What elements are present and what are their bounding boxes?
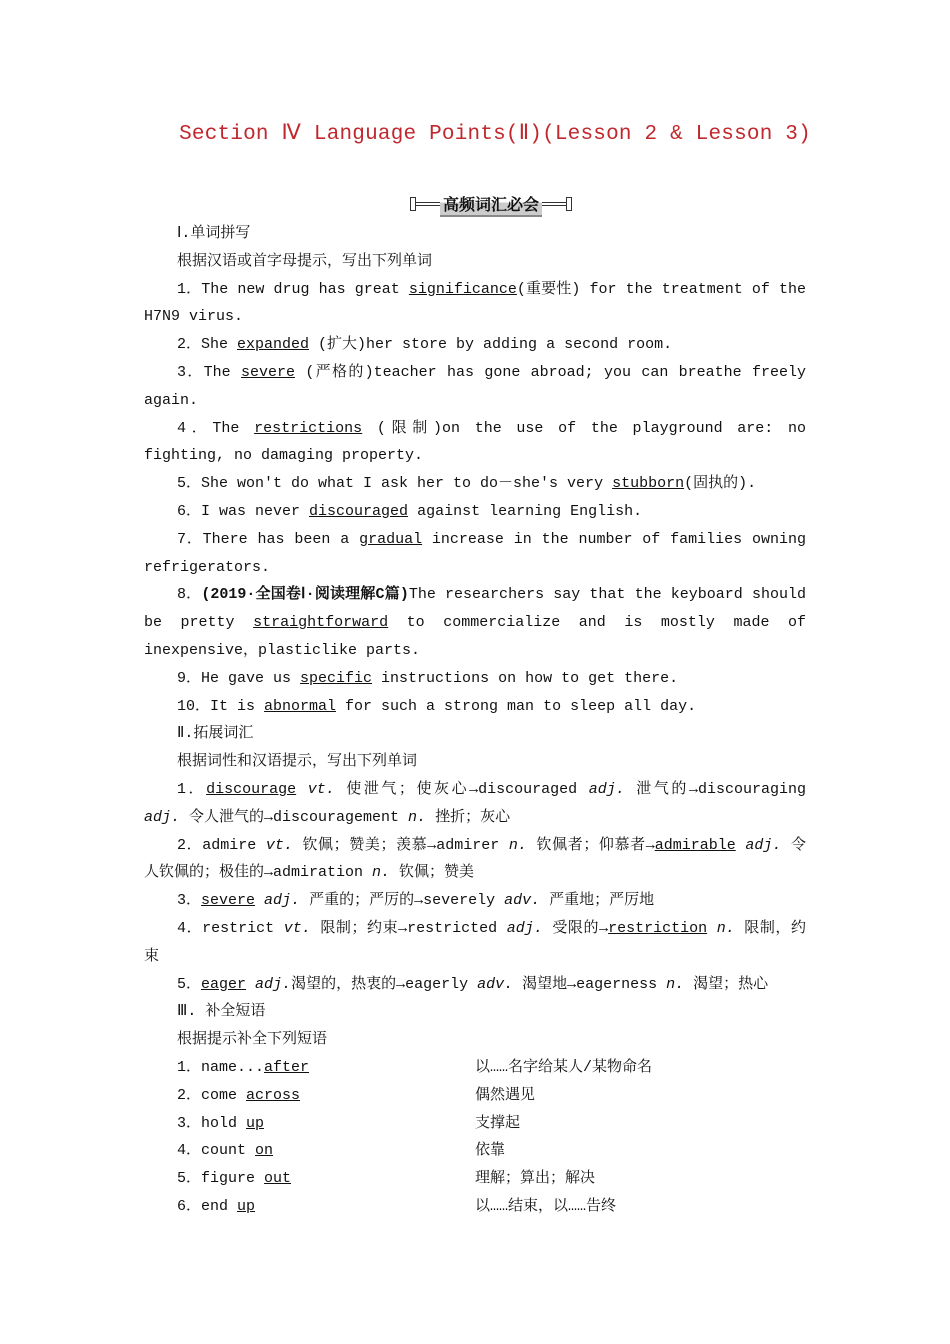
phrase-row: 2．come across 偶然遇见 (144, 1082, 806, 1110)
banner-title: 高频词汇必会 (440, 192, 542, 217)
sec1-question-6: 6．I was never discouraged against learning English. (177, 502, 643, 520)
sec1-question-4: 4．The restrictions (限制)on the use of the playground are: no fighting, no damaging property. (144, 419, 807, 465)
sec3-heading: Ⅲ. 补全短语 (177, 1003, 266, 1021)
sec3-instruction: 根据提示补全下列短语 (177, 1031, 328, 1049)
sec1-question-1: 1．The new drug has great significance(重要性) for the treatment of the H7N9 virus. (144, 280, 806, 326)
phrase-meaning: 偶然遇见 (475, 1086, 536, 1104)
answer: gradual (359, 530, 423, 548)
sec2-question-5: 5．eager adj.渴望的，热衷的→eagerly adv. 渴望地→eagerness n. 渴望；热心 (177, 975, 769, 993)
phrase-meaning: 以……结束，以……告终 (475, 1197, 617, 1215)
answer: abnormal (264, 697, 337, 715)
sec2-question-4: 4．restrict vt. 限制；约束→restricted adj. 受限的→restriction n. 限制，约束 (144, 919, 806, 965)
answer: severe (201, 892, 256, 910)
sec1-question-8: 8．(2019·全国卷Ⅰ·阅读理解C篇)The researchers say that the keyboard should be pretty straightforward to commercialize and is mostly made of inexpensive，plasticlike parts. (144, 586, 807, 659)
sec2-question-1: 1．discourage vt. 使泄气；使灰心→discouraged adj. 泄气的→discouraging adj. 令人泄气的→discouragement n. 挫折；灰心 (144, 780, 806, 826)
answer: after (264, 1058, 310, 1076)
section-banner (410, 192, 572, 216)
answer: admirable (654, 836, 736, 854)
sec2-question-2: 2．admire vt. 钦佩；赞美；羡慕→admirer n. 钦佩者；仰慕者→admirable adj. 令人钦佩的；极佳的→admiration n. 钦佩；赞美 (144, 836, 806, 882)
phrase-meaning: 理解；算出；解决 (475, 1170, 596, 1188)
answer: stubborn (612, 475, 685, 493)
sec1-question-2: 2．She expanded (扩大)her store by adding a second room. (177, 336, 673, 354)
phrase-row: 3．hold up 支撑起 (144, 1110, 806, 1138)
question-source: (2019·全国卷Ⅰ·阅读理解C篇) (201, 586, 409, 604)
answer: up (237, 1197, 256, 1215)
answer: across (246, 1086, 301, 1104)
answer: restrictions (254, 419, 363, 437)
sec1-question-10: 10．It is abnormal for such a strong man to sleep all day. (177, 697, 697, 715)
page-title: Section Ⅳ Language Points(Ⅱ)(Lesson 2 & Lesson 3) (179, 123, 811, 146)
phrase-row: 5．figure out 理解；算出；解决 (144, 1165, 806, 1193)
answer: out (264, 1170, 292, 1188)
answer: straightforward (253, 614, 389, 632)
sec1-question-3: 3．The severe (严格的)teacher has gone abroad; you can breathe freely again. (144, 363, 807, 409)
sec2-question-3: 3．severe adj. 严重的；严厉的→severely adv. 严重地；严厉地 (177, 892, 655, 910)
answer: discourage (206, 780, 297, 798)
answer: expanded (237, 336, 310, 354)
phrase-meaning: 依靠 (475, 1142, 506, 1160)
sec1-heading: Ⅰ.单词拼写 (177, 225, 251, 242)
answer: significance (408, 280, 517, 298)
phrase-meaning: 支撑起 (475, 1114, 521, 1132)
sec1-question-5: 5．She won't do what I ask her to do－she's very stubborn(固执的). (177, 475, 757, 493)
answer: specific (300, 669, 373, 687)
phrase-row: 4．count on 依靠 (144, 1137, 806, 1165)
answer: severe (241, 363, 296, 381)
banner-right-cap (566, 197, 572, 211)
sec1-question-9: 9．He gave us specific instructions on how to get there. (177, 669, 679, 687)
sec2-instruction: 根据词性和汉语提示，写出下列单词 (177, 753, 418, 771)
answer: eager (201, 975, 247, 993)
phrase-row: 6．end up 以……结束，以……告终 (144, 1193, 806, 1221)
sec1-question-7: 7．There has been a gradual increase in the number of families owning refrigerators. (144, 530, 807, 576)
worksheet-content (144, 220, 806, 1221)
banner-right-line (542, 202, 566, 206)
answer: discouraged (309, 502, 409, 520)
sec2-heading: Ⅱ.拓展词汇 (177, 725, 254, 743)
answer: up (246, 1114, 265, 1132)
phrase-meaning: 以……名字给某人/某物命名 (475, 1058, 653, 1076)
banner-left-line (416, 202, 440, 206)
sec1-instruction: 根据汉语或首字母提示，写出下列单词 (177, 252, 433, 270)
phrase-row: 1．name...after 以……名字给某人/某物命名 (144, 1054, 806, 1082)
answer: restriction (608, 919, 708, 937)
answer: on (255, 1142, 274, 1160)
